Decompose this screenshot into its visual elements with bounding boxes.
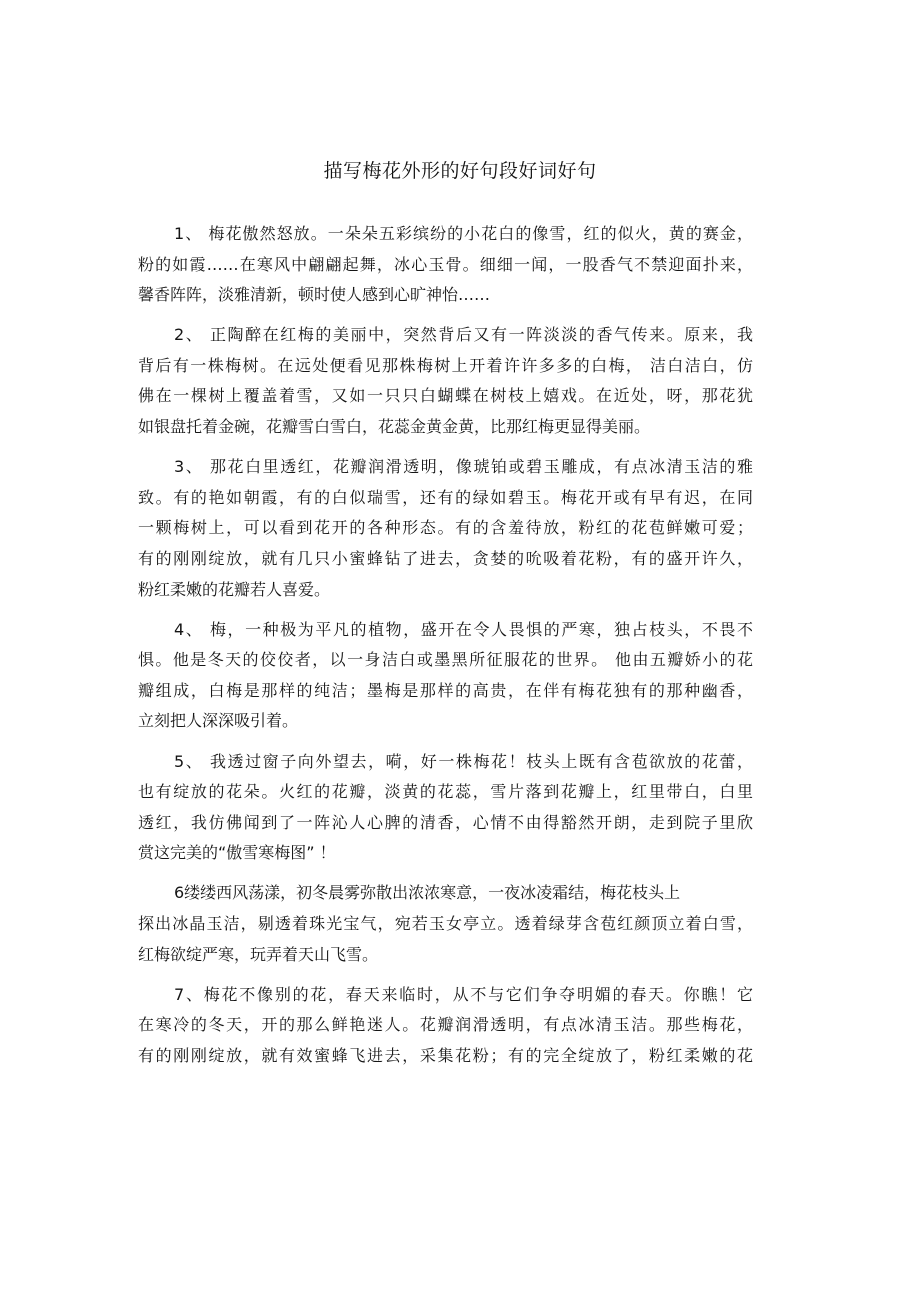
paragraph-line: 6缕缕西风荡漾，初冬晨雾弥散出浓浓寒意，一夜冰凌霜结，梅花枝头上 xyxy=(174,883,681,903)
paragraph-line: 有的刚刚绽放，就有效蜜蜂飞进去，采集花粉；有的完全绽放了，粉红柔嫩的花 xyxy=(138,1045,753,1065)
paragraph-line: 粉红柔嫩的花瓣若人喜爱。 xyxy=(138,579,331,599)
paragraph-line: 红梅欲绽严寒，玩弄着天山飞雪。 xyxy=(138,944,379,964)
paragraph-line: 粉的如霞……在寒风中翩翩起舞，冰心玉骨。细细一闻，一股香气不禁迎面扑来， xyxy=(138,254,753,274)
paragraph-line: 4、 梅，一种极为平凡的植物，盛开在令人畏惧的严寒，独占枝头，不畏不 xyxy=(174,619,753,639)
paragraph-line: 背后有一株梅树。在远处便看见那株梅树上开着许许多多的白梅， 洁白洁白，仿 xyxy=(138,355,753,375)
paragraph-line: 7、梅花不像别的花，春天来临时，从不与它们争夺明媚的春天。你瞧！它 xyxy=(174,984,753,1004)
paragraph-line: 探出冰晶玉洁，剔透着珠光宝气，宛若玉女亭立。透着绿芽含苞红颜顶立着白雪， xyxy=(138,913,753,933)
paragraph-line: 致。有的艳如朝霞，有的白似瑞雪，还有的绿如碧玉。梅花开或有早有迟，在同 xyxy=(138,487,753,507)
paragraph-line: 有的刚刚绽放，就有几只小蜜蜂钻了进去，贪婪的吮吸着花粉，有的盛开许久， xyxy=(138,548,753,568)
paragraph-6 xyxy=(138,878,753,970)
document-body xyxy=(138,219,753,1071)
paragraph-line: 5、 我透过窗子向外望去，嗬，好一株梅花！枝头上既有含苞欲放的花蕾， xyxy=(174,751,753,771)
paragraph-line: 也有绽放的花朵。火红的花瓣，淡黄的花蕊，雪片落到花瓣上，红里带白，白里 xyxy=(138,782,753,802)
paragraph-line: 瓣组成，白梅是那样的纯洁；墨梅是那样的高贵，在伴有梅花独有的那种幽香， xyxy=(138,680,753,700)
paragraph-line: 2、 正陶醉在红梅的美丽中，突然背后又有一阵淡淡的香气传来。原来，我 xyxy=(174,325,753,345)
paragraph-2 xyxy=(138,320,753,442)
paragraph-1 xyxy=(138,219,753,311)
paragraph-4 xyxy=(138,615,753,737)
paragraph-line: 1、 梅花傲然怒放。一朵朵五彩缤纷的小花白的像雪，红的似火，黄的赛金， xyxy=(174,224,753,243)
paragraph-line: 一颗梅树上，可以看到花开的各种形态。有的含羞待放，粉红的花苞鲜嫩可爱； xyxy=(138,518,753,538)
paragraph-line: 佛在一棵树上覆盖着雪，又如一只只白蝴蝶在树枝上嬉戏。在近处，呀，那花犹 xyxy=(138,386,753,406)
paragraph-line: 如银盘托着金碗，花瓣雪白雪白，花蕊金黄金黄，比那红梅更显得美丽。 xyxy=(138,417,651,437)
paragraph-line: 立刻把人深深吸引着。 xyxy=(138,711,299,731)
paragraph-5 xyxy=(138,747,753,869)
page-title: 描写梅花外形的好句段好词好句 xyxy=(323,160,597,182)
paragraph-line: 3、 那花白里透红，花瓣润滑透明，像琥铂或碧玉雕成，有点冰清玉洁的雅 xyxy=(174,457,753,477)
paragraph-line: 馨香阵阵，淡雅清新，顿时使人感到心旷神怡…… xyxy=(138,285,491,305)
paragraph-line: 在寒冷的冬天，开的那么鲜艳迷人。花瓣润滑透明，有点冰清玉洁。那些梅花， xyxy=(138,1015,753,1035)
paragraph-7 xyxy=(138,980,753,1072)
paragraph-line: 惧。他是冬天的佼佼者，以一身洁白或墨黑所征服花的世界。 他由五瓣娇小的花 xyxy=(138,650,753,670)
paragraph-3 xyxy=(138,452,753,605)
paragraph-line: 透红，我仿佛闻到了一阵沁人心脾的清香，心情不由得豁然开朗，走到院子里欣 xyxy=(138,812,753,832)
paragraph-line: 赏这完美的“傲雪寒梅图” ！ xyxy=(138,843,336,863)
